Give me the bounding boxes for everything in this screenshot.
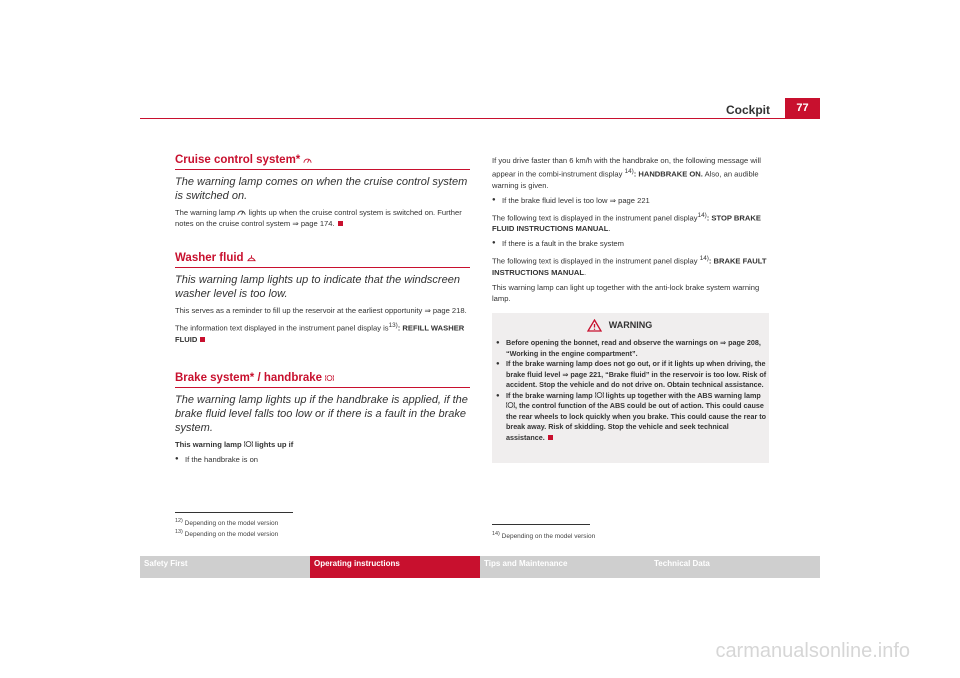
- brake-heading-rule: [175, 387, 470, 388]
- cruise-lead: The warning lamp comes on when the cruise control system is switched on.: [175, 176, 468, 202]
- list-item: ● If there is a fault in the brake system: [492, 238, 770, 249]
- warning-title: WARNING: [608, 320, 653, 330]
- brake-warning-icon: [244, 440, 253, 448]
- section-end-marker: [338, 221, 343, 226]
- washer-section: Washer fluid This warning lamp lights up to indicate that the windscreen washer level is too low. This serves as a reminder to fill up the reservoir at the earliest opportunity ⇒ page 218. The information text displayed in the instrument panel display $is^{13)}$: REFILL WASHER FLUID: [175, 253, 470, 345]
- footnote: $^{12)}$ Depending on the model version: [175, 518, 279, 528]
- brake-warning-icon: [325, 374, 334, 382]
- footnote: $^{14)}$ Depending on the model version: [492, 531, 596, 541]
- list-item: ● If the brake warning lamp does not go out, or if it lights up when driving, the brake fluid level ⇒ page 221, “Brake fluid” in the reservoir is too low. Risk of accident. Stop the vehicle and do not drive on. Obtain technical assistance.: [496, 359, 768, 391]
- warning-body: [496, 338, 768, 443]
- section-end-marker: [200, 337, 205, 342]
- list-item: ● If the brake warning lamp lights up together with the ABS warning lamp , the control function of the ABS could be out of action. This could cause the rear wheels to lock quickly when you brake. This could cause the rear to break away. Risk of skidding. Stop the vehicle and seek technical assistance.: [496, 391, 768, 444]
- cruise-control-icon: [303, 156, 312, 164]
- warning-triangle-icon: [587, 319, 602, 332]
- cruise-heading: Cruise control system*: [175, 154, 301, 166]
- list-item: ● If the brake fluid level is too low ⇒ page 221: [492, 195, 770, 206]
- washer-lead: This warning lamp lights up to indicate that the windscreen washer level is too low.: [175, 274, 460, 300]
- page-link[interactable]: ⇒ page 174.: [292, 219, 335, 228]
- list-item: ● If the handbrake is on: [175, 454, 470, 465]
- footnote: $^{13)}$ Depending on the model version: [175, 529, 279, 539]
- header-rule: [140, 118, 820, 119]
- washer-text-1: This serves as a reminder to fill up the reservoir at the earliest opportunity ⇒ page 218.: [175, 306, 467, 315]
- washer-heading: Washer fluid: [175, 252, 244, 264]
- list-item: ● Before opening the bonnet, read and observe the warnings on ⇒ page 208, “Working in the engine compartment”.: [496, 338, 768, 359]
- tab-tips-and-maintenance[interactable]: Tips and Maintenance: [484, 559, 568, 568]
- page-number: 77: [785, 98, 820, 118]
- left-column: [175, 155, 470, 469]
- brake-heading: Brake system* / handbrake: [175, 371, 323, 384]
- footnote-rule: [175, 512, 293, 513]
- section-title: Cockpit: [725, 103, 770, 117]
- cruise-heading-rule: [175, 169, 470, 170]
- footnote-rule: [492, 524, 590, 525]
- brake-section: Brake system* / handbrake The warning lamp lights up if the handbrake is applied, if the brake fluid level falls too low or if there is a fault in the brake system. This warning lamp lights up if ● If the handbrake is on: [175, 373, 470, 465]
- brake-warning-icon: [595, 391, 604, 399]
- watermark: carmanualsonline.info: [715, 640, 910, 662]
- cruise-section: Cruise control system* The warning lamp comes on when the cruise control system is switched on. The warning lamp lights up when the cruise control system is switched on. Further notes on the cruise control system ⇒ page 174.: [175, 155, 470, 229]
- abs-warning-icon: [506, 401, 515, 409]
- section-end-marker: [548, 435, 553, 440]
- tab-safety-first[interactable]: Safety First: [144, 559, 188, 568]
- tab-technical-data[interactable]: Technical Data: [654, 559, 710, 568]
- cruise-control-icon: [237, 208, 246, 216]
- brake-lead: The warning lamp lights up if the handbrake is applied, if the brake fluid level falls too low or if there is a fault in the brake system.: [175, 393, 468, 434]
- footnotes-left: [175, 517, 465, 539]
- abs-note: This warning lamp can light up together with the anti-lock brake system warning lamp.: [492, 282, 760, 303]
- washer-heading-rule: [175, 267, 470, 268]
- right-column: If you drive faster than 6 km/h with the handbrake on, the following message will appear in the combi-instrument display $^{14)}$: HANDBRAKE ON. Also, an audible warning is given. ● If the brake fluid level is too low ⇒ page 221 The following text is displayed in the instrument panel display$^{14)}$: STOP BRAKE FLUID INSTRUCTIONS MANUAL. ● If there is a fault in the brake system The following text is displayed in the instrument panel display $^{14)}$: BRAKE FAULT INSTRUCTIONS MANUAL. This warning lamp can light up together with the anti-lock brake system warning lamp.: [492, 155, 770, 308]
- tab-operating-instructions[interactable]: Operating instructions: [310, 556, 480, 578]
- washer-fluid-icon: [247, 254, 256, 262]
